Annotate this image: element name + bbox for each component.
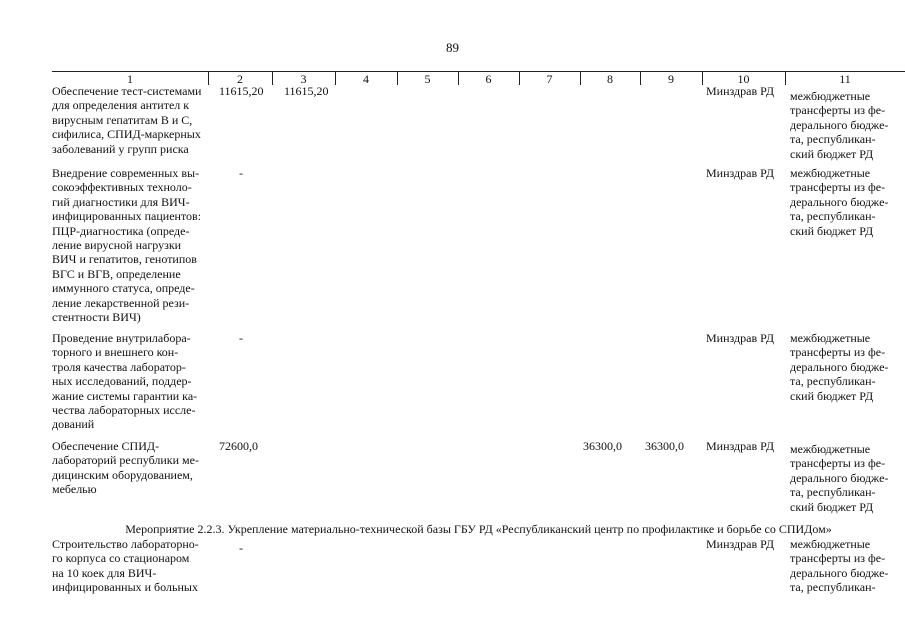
- row-executor: Минздрав РД: [706, 84, 775, 98]
- row-value-col9: 36300,0: [645, 439, 684, 453]
- section-heading: Мероприятие 2.2.3. Укрепление материально-технической базы ГБУ РД «Республиканский центр по профилактике и борьбе со СПИДом»: [125, 522, 832, 536]
- column-header: 10: [737, 72, 750, 86]
- row-funding-source: межбюджетные трансферты из фе- дерального бюдже- та, республикан-: [790, 537, 889, 595]
- page-number: 89: [446, 40, 459, 55]
- column-header: 1: [127, 72, 133, 86]
- row-activity-name: Обеспечение СПИД- лабораторий республики ме- дицинским оборудованием, мебелью: [52, 439, 199, 497]
- column-header: 6: [485, 72, 492, 86]
- row-activity-name: Обеспечение тест-системами для определения антител к вирусным гепатитам В и С, сифилиса, СПИД-маркерных заболеваний у групп риска: [52, 84, 202, 156]
- row-executor: Минздрав РД: [706, 331, 775, 345]
- row-value-col2: 11615,20: [219, 84, 264, 98]
- row-activity-name: Внедрение современных вы- сокоэффективных техноло- гий диагностики для ВИЧ- инфицированных пациентов: ПЦР-диагностика (опреде- ление вирусной нагрузки ВИЧ и гепатитов, генотипов ВГС и ВГВ, определение иммунного статуса, опреде- ление лекарственной рези- стентности ВИЧ): [52, 166, 202, 325]
- row-activity-name: Строительство лабораторно- го корпуса со стационаром на 10 коек для ВИЧ- инфицированных и больных: [52, 537, 199, 595]
- row-value-col2: -: [239, 541, 243, 555]
- column-header: 5: [424, 72, 431, 86]
- row-funding-source: межбюджетные трансферты из фе- дерального бюдже- та, республикан- ский бюджет РД: [790, 442, 889, 514]
- column-header: 9: [668, 72, 674, 86]
- row-value-col2: 72600,0: [219, 439, 258, 453]
- column-header: 3: [300, 72, 307, 86]
- row-funding-source: межбюджетные трансферты из фе- дерального бюдже- та, республикан- ский бюджет РД: [790, 89, 889, 161]
- row-value-col3: 11615,20: [284, 84, 329, 98]
- row-funding-source: межбюджетные трансферты из фе- дерального бюдже- та, республикан- ский бюджет РД: [790, 331, 889, 403]
- row-value-col8: 36300,0: [583, 439, 622, 453]
- column-header: 2: [237, 72, 243, 86]
- row-value-col2: -: [239, 166, 243, 180]
- row-executor: Минздрав РД: [706, 166, 775, 180]
- row-value-col2: -: [239, 331, 243, 345]
- column-header: 11: [839, 72, 851, 86]
- column-header: 4: [363, 72, 369, 86]
- row-executor: Минздрав РД: [706, 537, 775, 551]
- column-header: 8: [607, 72, 613, 86]
- row-activity-name: Проведение внутрилабора- торного и внешнего кон- троля качества лаборатор- ных исследований, поддер- жание системы гарантии ка- чества лабораторных иссле- дований: [52, 331, 198, 432]
- column-header: 7: [546, 72, 553, 86]
- row-executor: Минздрав РД: [706, 439, 775, 453]
- row-funding-source: межбюджетные трансферты из фе- дерального бюдже- та, республикан- ский бюджет РД: [790, 166, 889, 238]
